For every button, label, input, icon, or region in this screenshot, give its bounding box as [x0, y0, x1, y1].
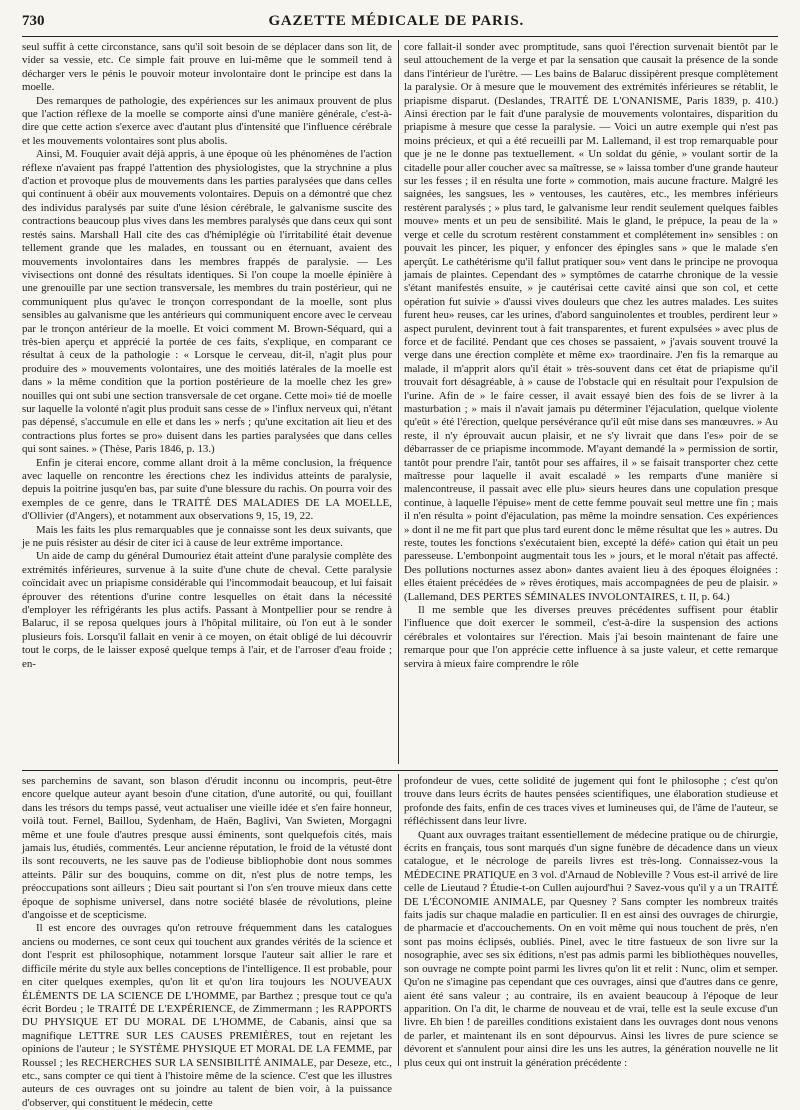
upper-left-column — [22, 41, 392, 766]
paragraph: Ainsi, M. Fouquier avait déjà appris, à une époque où les phénomènes de l'action réflexe n'avaient pas frappé l'attention des physiologistes, que la strychnine a plus d'action et provoque plus de mouvements dans les parties paralysées que dans celles qui continuent à obéir aux mouvements volontaires. Depuis on a démontré que chez des individus paralysés par suite d'une lésion cérébrale, le galvanisme suscite des contractions beaucoup plus vives dans les membres paralysés que dans ceux qui sont restés sains. Marshall Hall cite des cas d'hémiplégie où l'irritabilité était devenue tellement grande que les malades, en toussant ou en éternuant, avaient des mouvements involontaires dans les membres frappés de paralysie. — Les vivisections ont donné des résultats identiques. Si l'on coupe la moelle épinière à une grenouille par une section transversale, les membres du train postérieur, qui ne communiquent plus qu'avec le tronçon correspondant de la moelle, sont plus sensibles au galvanisme que les antérieurs qui communiquent encore avec le cerveau par le tronçon antérieur de la moelle. Et voici comment M. Brown-Séquard, qui a très-bien aperçu et apprécié la portée de ces faits, s'explique, en comparant ce résultat à ceux de la pathologie : « Lorsque le cerveau, dit-il, n'agit plus pour produire des » mouvements volontaires, une des moitiés latérales de la moelle est dans » la même condition que la portion postérieure de la moelle chez les gre» nouilles qui ont subi une section transversale de cet organe. Cette moi» tié de moelle sur laquelle la volonté n'agit plus produit sans cesse de » l'influx nerveux qui, n'étant pas dépensé, s'accumule en elle et dans les » nerfs ; qu'une excitation ait lieu et des contractions plus fortes se pro» duisent dans les parties paralysées que dans celles qui sont saines. » (Thèse, Paris 1846, p. 13.) — [22, 148, 392, 456]
page-header — [22, 8, 778, 34]
paragraph: ses parchemins de savant, son blason d'érudit inconnu ou incompris, peut-être encore quelque auteur ayant besoin d'une citation, d'une autorité, ou qui, fouillant dans les trésors du temps passé, veut actualiser une vieille idée et s'en faire honneur, voilà tout. Fernel, Baillou, Sydenham, de Haën, Baglivi, Van Swieten, Morgagni même et une foule d'autres presque aussi éminents, sont quelquefois cités, mais jamais lus, étudiés, commentés. Leur ancienne réputation, le froid de la vétusté dont ils sont recouverts, ne les sauve pas de l'odieuse bibliophobie dont nous sommes atteints. Pâlir sur des bouquins, comme on dit, n'est plus de notre temps, les préoccupations sont ailleurs ; Dieu sait pourtant si l'on s'en trouve mieux dans cette époque de sophisme universel, dans notre société blasée de révolutions, pleine d'angoisse et de scepticisme. — [22, 775, 392, 922]
section-rule — [22, 770, 778, 771]
paragraph: Quant aux ouvrages traitant essentiellement de médecine pratique ou de chirurgie, écrits en français, tous sont marqués d'un signe funèbre de décadence dans un vieux catalogue, et le nécrologe de pareils livres est très-long. Connaissez-vous la MÉDECINE PRATIQUE en 3 vol. d'Arnaud de Nobleville ? Vous est-il arrivé de lire celle de Lieutaud ? Étudie-t-on Cullen aujourd'hui ? Savez-vous qu'il y a un TRAITÉ DE L'ÉCONOMIE ANIMALE, par Quesney ? Sans compter les nombreux traités faits jadis sur chaque maladie en particulier. Il en est ainsi des ouvrages de chirurgie, de pharmacie et d'accouchements. On en voit même qui nous touchent de près, n'en sont pas moins éclipsés, oubliés. Pinel, avec le titre fastueux de son livre sur la nosographie, avec ses six éditions, n'est pas admis parmi les bibliothèques nouvelles, son ouvrage ne compte point parmi les livres qu'on lit et relit : Nunc, olim et semper. Qu'on ne s'imagine pas cependant que ces ouvrages, ainsi que d'autres dans ce genre, aient été sans valeur ; au contraire, ils en avaient beaucoup à l'époque de leur apparition. On l'a dit, le charme de nouveau et de vrai, telle est la seule excuse d'un livre. Eh bien ! de pareilles conditions existaient dans les ouvrages dont nous venons de parler, et maintenant ils en sont dépourvus. Ainsi les livres de pure science se dévorent et s'annulent pour ainsi dire les uns les autres, la génération nouvelle ne lit plus ceux qui ont instruit la génération précédente : — [404, 828, 778, 1069]
page-number: 730 — [22, 12, 45, 29]
paragraph: Enfin je citerai encore, comme allant droit à la même conclusion, la fréquence avec laquelle on rencontre les érections chez les individus atteints de paralysie, depuis la poitrine jusqu'en bas, par suite d'une blessure du rachis. On pourra voir des exemples de ce genre, dans le TRAITÉ DES MALADIES DE LA MOELLE, d'Ollivier (d'Angers), et notamment aux observations 9, 15, 19, 22. — [22, 456, 392, 523]
lower-left-column — [22, 775, 392, 1109]
paragraph: Il est encore des ouvrages qu'on retrouve fréquemment dans les catalogues anciens ou modernes, ce sont ceux qui touchent aux grandes vérités de la science et dont l'esprit est philosophique, notamment lorsque l'auteur sait allier le rare et difficile mérite du style aux belles conceptions de l'intelligence. Il est probable, pour en citer quelques exemples, qu'on lit et qu'on lira toujours les NOUVEAUX ÉLÉMENTS DE LA SCIENCE DE L'HOMME, par Barthez ; presque tout ce qu'a écrit Bordeu ; le TRAITÉ DE L'EXPÉRIENCE, de Zimmermann ; les RAPPORTS DU PHYSIQUE ET DU MORAL DE L'HOMME, de Cabanis, ainsi que sa magnifique LETTRE SUR LES CAUSES PREMIÈRES, tout en rejetant les opinions de l'auteur ; le SYSTÈME PHYSIQUE ET MORAL DE LA FEMME, par Roussel ; les RECHERCHES SUR LA SENSIBILITÉ ANIMALE, par Deseze, etc., etc., sans compter ce qui tient à l'histoire même de la science. C'est que les illustres auteurs de ces ouvrages ont su joindre au talent de bien voir, à la puissance d'observer, qui constituent le médecin, cette — [22, 922, 392, 1109]
paragraph: Mais les faits les plus remarquables que je connaisse sont les deux suivants, que je ne puis résister au désir de citer ici à cause de leur extrême importance. — [22, 523, 392, 550]
header-rule — [22, 36, 778, 37]
journal-title: GAZETTE MÉDICALE DE PARIS. — [268, 12, 525, 29]
paragraph: core fallait-il sonder avec promptitude, sans quoi l'érection survenait bientôt par le seul attouchement de la verge et par la sensation que causait la présence de la sonde dans l'intérieur de l'urètre. — Les bains de Balaruc dissipèrent presque complètement la paralysie. Or à mesure que le mouvement des extrémités inférieures se rétablit, le priapisme disparut. (Deslandes, TRAITÉ DE L'ONANISME, Paris 1839, p. 410.) Ainsi érection par le fait d'une paralysie de mouvements volontaires, disparition du priapisme à mesure que cesse la paralysie. — Voici un autre exemple qui n'est pas moins précieux, et qui a été recueilli par M. Lallemand, il est trop remarquable pour que je ne le donne pas textuellement. « Un soldat du génie, » voulant sortir de la citadelle pour aller coucher avec sa maîtresse, se » laissa tomber d'une grande hauteur sur les fesses ; il en résulta une forte » commotion, mais aucune fracture. Malgré les saignées, les sangsues, les » ventouses, les cautères, etc., les membres inférieurs restèrent paralysés ; » plus tard, le galvanisme leur rendit seulement quelques faibles mouve» ments et un peu de sensibilité. Mais le gland, le prépuce, la peau de la » verge et celle du scrotum restèrent constamment et complétement in» sensibles : on pouvait les pincer, les piquer, y enfoncer des épingles sans » que le malade s'en aperçût. Le cathétérisme qu'il fallut pratiquer sou» vent dans le principe ne provoqua jamais de plaintes. Cependant des » symptômes de catarrhe chronique de la vessie s'étant manifestés ensuite, » je cautérisai cette cavité ainsi que son col, et cette opération fut suivie » d'aussi vives douleurs que chez les autres malades. Les suites furent heu» reuses, car les urines, d'abord sanguinolentes et troubles, perdirent leur » aspect purulent, devinrent tout à fait transparentes, et furent expulsées » avec plus de force et de facilité. Pendant que ces choses se passaient, » j'avais souvent trouvé la verge dans une érection complète et même ex» traordinaire. J'en fis la remarque au malade, il m'apprit alors qu'il était » très-souvent dans cet état de priapisme qu'il trouvait fort désagréable, à » cause de l'obstacle qui en résultait pour l'expulsion de l'urine. Afin de » le faire cesser, il avait essayé bien des fois de se livrer à la masturbation ; » mais il n'avait jamais pu déterminer l'éjaculation, quelque violente qu'eût » été l'érection, quelque persévérance qu'il eût mise dans ses manœuvres. » Au reste, il n'y éprouvait aucun plaisir, et ne s'y livrait que dans l'es» poir de se débarrasser de ce priapisme incommode. M'ayant demandé la » permission de sortir, tantôt pour prendre l'air, tantôt pour ses affaires, il » se faisait transporter chez cette maîtresse pour laquelle il avait escaladé » les remparts d'une manière si malencontreuse, il passait avec elle plu» sieurs heures dans une copulation presque continue, à laquelle l'épuise» ment de cette femme pouvait seul mettre une fin ; mais il n'en résulta » point d'éjaculation, pas même la moindre sensation. Ces expériences » dont il ne me fit part que plus tard eurent donc le même résultat que les » autres. Du reste, toutes les fonctions s'exécutaient bien, excepté la défé» cation qui était un peu paresseuse. L'embonpoint augmentait tous les » jours, et le moral n'était pas affecté. Des pollutions nocturnes assez abon» dantes avaient lieu à des époques éloignées : elles étaient précédées de » rêves érotiques, mais accompagnées de peu de plaisir. » (Lallemand, DES PERTES SÉMINALES INVOLONTAIRES, t. II, p. 64.) — [404, 41, 778, 603]
paragraph: Un aide de camp du général Dumouriez était atteint d'une paralysie complète des extrémités inférieures, survenue à la suite d'une chute de cheval. Cette paralysie coïncidait avec un priapisme considérable qui l'incommodait beaucoup, et lui faisait éprouver des rétentions d'urine contre lesquelles on était dans la nécessité d'employer les réfrigérants les plus actifs. Passant à Montpellier pour se rendre à Balaruc, il se reposa quelques jours à l'hôpital militaire, où l'on eut à le sonder plusieurs fois. Lorsqu'il fallait en venir à ce moyen, on était obligé de lui découvrir tout le corps, de le laisser exposé quelque temps à l'air, et de l'arroser d'eau froide ; en- — [22, 550, 392, 670]
paragraph: Des remarques de pathologie, des expériences sur les animaux prouvent de plus que l'action réflexe de la moelle se comporte ainsi d'une manière générale, c'est-à-dire que cette action s'exerce avec d'autant plus d'intensité que l'influence cérébrale et les mouvements volontaires sont plus abolis. — [22, 94, 392, 147]
lower-column-separator — [398, 774, 399, 1066]
lower-right-column — [404, 775, 778, 1068]
paragraph: seul suffit à cette circonstance, sans qu'il soit besoin de se déplacer dans son lit, de vider sa vessie, etc. Ce simple fait prouve en lui-même que le sommeil tend à décharger vers le pénis le pouvoir moteur involontaire dont le principe est dans la moelle. — [22, 41, 392, 94]
upper-right-column — [404, 41, 778, 766]
upper-column-separator — [398, 40, 399, 764]
paragraph: profondeur de vues, cette solidité de jugement qui font le philosophe ; c'est qu'on trouve dans leurs écrits de hautes pensées scientifiques, une élaboration studieuse et profonde des faits, enfin de ces traces vives et lumineuses qui, de l'âme de l'auteur, se réfléchissent dans leur livre. — [404, 775, 778, 828]
paragraph: Il me semble que les diverses preuves précédentes suffisent pour établir l'influence que doit exercer le sommeil, c'est-à-dire la suspension des actions cérébrales et volontaires sur l'érection. Mais j'ai besoin maintenant de faire une remarque pour que l'on apprécie cette influence à sa juste valeur, et cette remarque servira à mieux faire comprendre le rôle — [404, 604, 778, 670]
